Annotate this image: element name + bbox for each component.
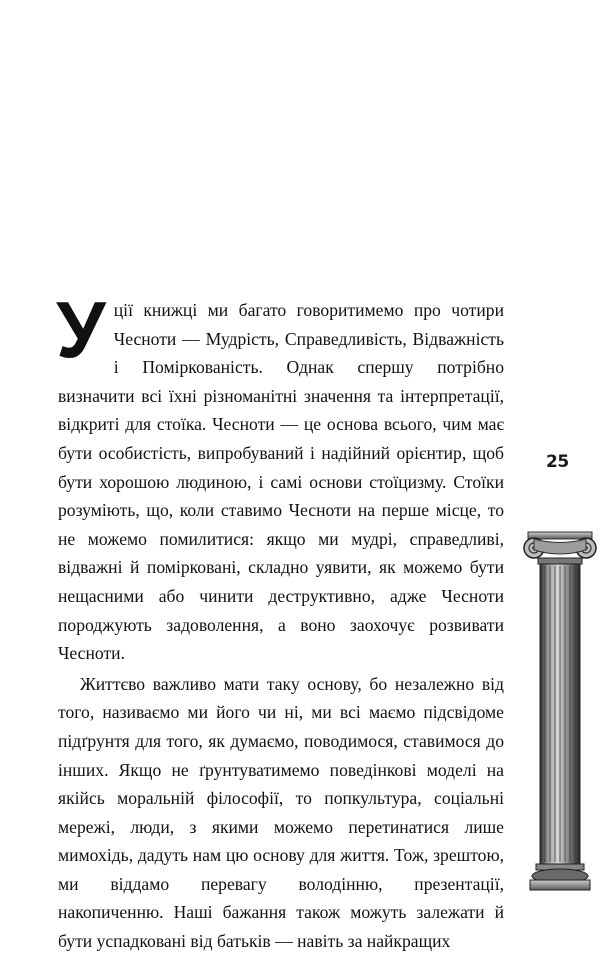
paragraph-1	[56, 285, 504, 668]
body-text	[56, 285, 504, 956]
paragraph-1-text: ції книжці ми багато говоритимемо про чотири Чесноти — Мудрість, Справедливість, Відважність і Поміркованість. Однак спершу потрібно визначити всі їхні різноманітні значення та інтерпретації, відкриті для стоїка. Чесноти — це основа всього, чим має бути особистість, випробуваний і надійний орієнтир, щоб бути хорошою людиною, і самі основи стоїцизму. Стоїки розуміють, що, коли ставимо Чесноти на перше місце, то не можемо помилитися: якщо ми мудрі, справедливі, відважні й поміркованi, складно уявити, як можемо бути нещасними або чинити деструктивно, адже Чесноти породжують задоволення, а воно заохочує розвивати Чесноти.	[58, 300, 504, 664]
page-number: 25	[546, 452, 569, 472]
ionic-column-icon	[522, 530, 598, 892]
drop-cap: У	[56, 285, 106, 374]
paragraph-2: Життєво важливо мати таку основу, бо незалежно від того, називаємо ми його чи ні, ми всі маємо підсвідоме підґрунтя для того, як думаємо, поводимося, ставимося до інших. Якщо не ґрунтуватимемо поведінкові моделі на якійсь моральній філософії, то попкультура, соціальні мережі, люди, з якими можемо перетинатися лише мимохідь, дадуть нам цю основу для життя. Тож, зрештою, ми віддамо перевагу володінню, презентації, накопиченню. Наші бажання також можуть залежати й бути успадковані від батьків — навіть за найкращих	[58, 673, 504, 952]
